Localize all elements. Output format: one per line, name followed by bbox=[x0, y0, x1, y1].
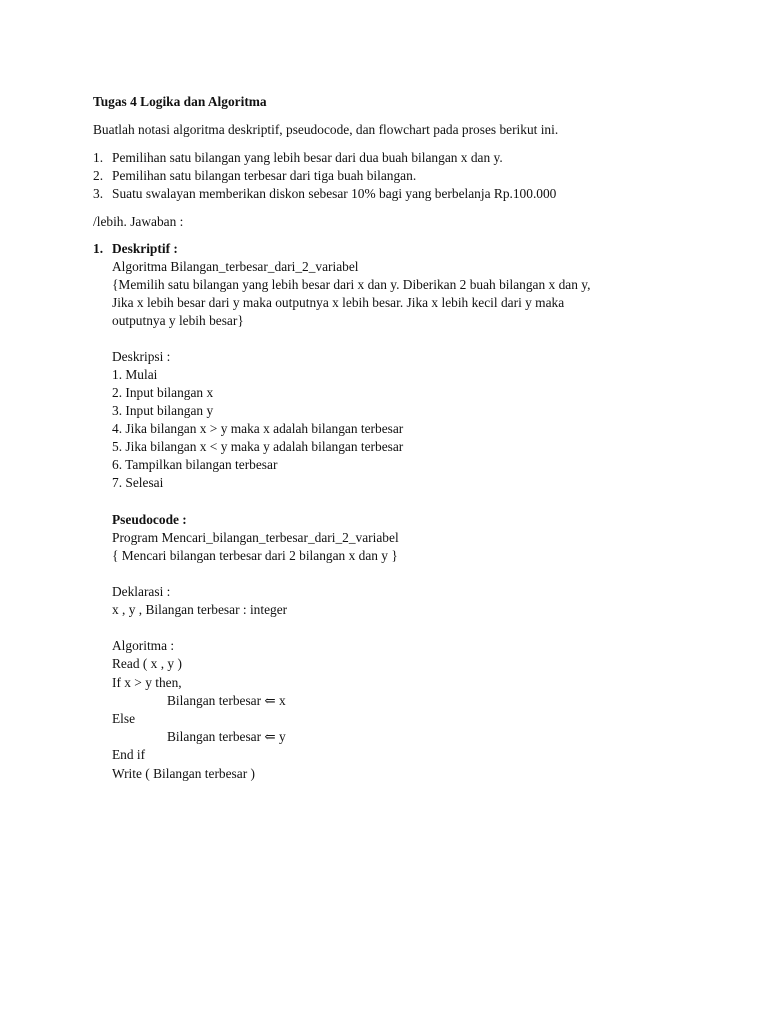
task-continuation: /lebih. Jawaban : bbox=[93, 214, 184, 229]
deskripsi-label: Deskripsi : bbox=[112, 349, 171, 364]
pseudocode-heading: Pseudocode : bbox=[112, 512, 187, 527]
algoritma-label: Algoritma : bbox=[112, 638, 175, 653]
document-title: Tugas 4 Logika dan Algoritma bbox=[93, 94, 267, 109]
step-item: 3. Input bilangan y bbox=[112, 403, 214, 418]
code-assign-x: Bilangan terbesar ⇐ x bbox=[167, 693, 286, 708]
step-item: 6. Tampilkan bilangan terbesar bbox=[112, 457, 278, 472]
task-number: 1. bbox=[93, 150, 104, 165]
code-read: Read ( x , y ) bbox=[112, 656, 182, 671]
task-number: 3. bbox=[93, 186, 104, 201]
step-item: 5. Jika bilangan x < y maka y adalah bilangan terbesar bbox=[112, 439, 404, 454]
task-number: 2. bbox=[93, 168, 104, 183]
algorithm-comment-line: {Memilih satu bilangan yang lebih besar dari x dan y. Diberikan 2 buah bilangan x dan y, bbox=[112, 277, 591, 292]
algorithm-comment-line: outputnya y lebih besar} bbox=[112, 313, 244, 328]
code-write: Write ( Bilangan terbesar ) bbox=[112, 766, 255, 781]
deklarasi-value: x , y , Bilangan terbesar : integer bbox=[112, 602, 288, 617]
step-item: 2. Input bilangan x bbox=[112, 385, 214, 400]
code-if: If x > y then, bbox=[112, 675, 182, 690]
intro-paragraph: Buatlah notasi algoritma deskriptif, pseudocode, dan flowchart pada proses berikut ini. bbox=[93, 122, 559, 137]
program-comment: { Mencari bilangan terbesar dari 2 bilangan x dan y } bbox=[112, 548, 398, 563]
step-item: 1. Mulai bbox=[112, 367, 158, 382]
algorithm-comment-line: Jika x lebih besar dari y maka outputnya x lebih besar. Jika x lebih kecil dari y maka bbox=[112, 295, 565, 310]
code-endif: End if bbox=[112, 747, 146, 762]
task-text: Pemilihan satu bilangan yang lebih besar dari dua buah bilangan x dan y. bbox=[112, 150, 503, 165]
code-assign-y: Bilangan terbesar ⇐ y bbox=[167, 729, 286, 744]
step-item: 7. Selesai bbox=[112, 475, 164, 490]
task-text: Suatu swalayan memberikan diskon sebesar 10% bagi yang berbelanja Rp.100.000 bbox=[112, 186, 557, 201]
algorithm-name: Algoritma Bilangan_terbesar_dari_2_variabel bbox=[112, 259, 359, 274]
code-else: Else bbox=[112, 711, 136, 726]
task-text: Pemilihan satu bilangan terbesar dari tiga buah bilangan. bbox=[112, 168, 417, 183]
deklarasi-label: Deklarasi : bbox=[112, 584, 171, 599]
program-name: Program Mencari_bilangan_terbesar_dari_2_variabel bbox=[112, 530, 399, 545]
answer-number: 1. bbox=[93, 241, 104, 256]
step-item: 4. Jika bilangan x > y maka x adalah bilangan terbesar bbox=[112, 421, 404, 436]
deskriptif-heading: Deskriptif : bbox=[112, 241, 178, 256]
